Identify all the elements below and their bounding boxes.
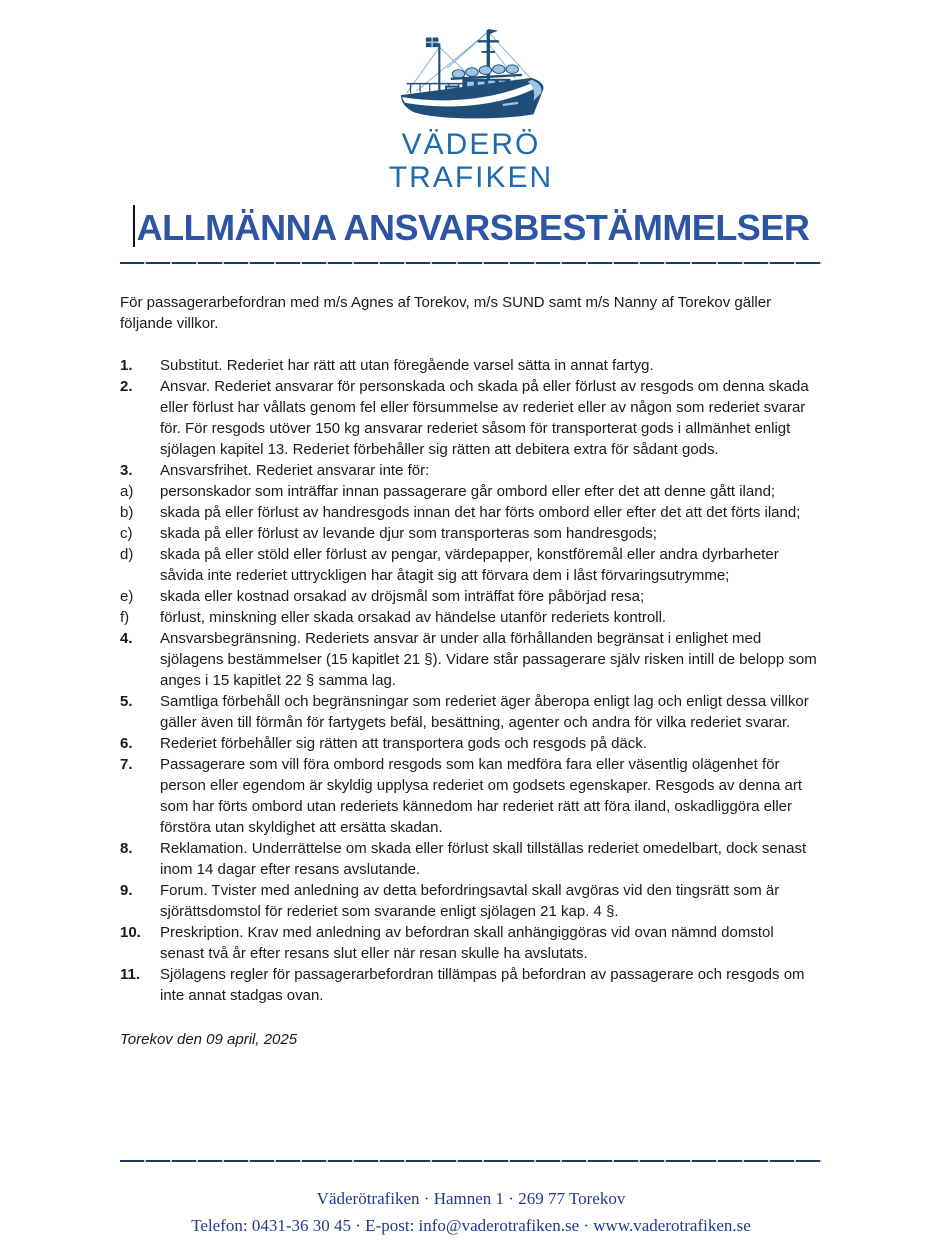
date-line: Torekov den 09 april, 2025 [120,1031,298,1048]
term-text: Preskription. Krav med anledning av befordran skall anhängiggöras vid ovan nämnd domstol senast två år efter resans slut eller när resan skulle ha avslutats. [160,924,774,962]
terms-list [120,355,822,1006]
term-item-5 [120,691,822,733]
term-marker: 2. [120,378,133,395]
term-marker: 7. [120,756,133,773]
term-marker: 5. [120,693,133,710]
footer-website-link[interactable]: www.vaderotrafiken.se [593,1216,751,1235]
term-marker: 11. [120,966,141,983]
term-marker: 3. [120,462,133,479]
term-item-3 [120,460,822,481]
term-item-6 [120,733,822,754]
term-marker: 9. [120,882,133,899]
term-item-c [120,523,822,544]
term-text: förlust, minskning eller skada orsakad av händelse utanför rederiets kontroll. [160,609,667,626]
term-text: skada eller kostnad orsakad av dröjsmål som inträffat före påbörjad resa; [160,588,645,605]
term-text: Reklamation. Underrättelse om skada eller förlust skall tillställas rederiet omedelbart, dock senast inom 14 dagar efter resans avslutande. [160,840,807,878]
term-marker: 8. [120,840,133,857]
title-divider-rule [120,261,822,264]
term-marker: e) [120,588,134,605]
footer-address-text: Väderötrafiken · Hamnen 1 · 269 77 Torekov [316,1189,626,1208]
page-title [120,205,822,251]
term-item-11 [120,964,822,1006]
page-footer [0,1149,942,1260]
term-item-4 [120,628,822,691]
logo-wordmark-line2: TRAFIKEN [388,161,554,194]
intro-paragraph: För passagerarbefordran med m/s Agnes af Torekov, m/s SUND samt m/s Nanny af Torekov gäller följande villkor. [120,294,772,332]
footer-contact-separator: · [579,1216,594,1235]
logo-wordmark-line1: VÄDERÖ [401,128,541,161]
term-text: Ansvar. Rederiet ansvarar för personskada och skada på eller förlust av resgods om denna skada eller förlust har vållats genom fel eller försummelse av rederiet eller av någon som rederiet svarar för. För resgods utöver 150 kg ansvarar rederiet såsom för transporterat gods i allmänhet enligt sjölagen kapitel 13. Rederiet förbehåller sig rätten att debitera extra för sådant gods. [160,378,809,458]
term-text: Forum. Tvister med anledning av detta befordringsavtal skall avgöras vid den tingsrätt som är sjörättsdomstol för rederiet som svarande enligt sjölagen 21 kap. 4 §. [160,882,780,920]
term-text: skada på eller stöld eller förlust av pengar, värdepapper, konstföremål eller andra dyrbarheter såvida inte rederiet uttryckligen har åtagit sig att förvara dem i låst förvaringsutrymme; [160,546,779,584]
term-text: Samtliga förbehåll och begränsningar som rederiet äger åberopa enligt lag och enligt dessa villkor gäller även till förmån för fartygets befäl, besättning, agenter och andra för vilka rederiet svarar. [160,693,809,731]
term-item-10 [120,922,822,964]
term-text: Sjölagens regler för passagerarbefordran tillämpas på befordran av passagerare och resgods om inte annat stadgas ovan. [160,966,805,1004]
document-page [120,0,822,1065]
term-text: personskador som inträffar innan passagerare går ombord eller efter det att denne gått iland; [160,483,776,500]
term-marker: 4. [120,630,133,647]
term-text: Rederiet förbehåller sig rätten att transportera gods och resgods på däck. [160,735,647,752]
term-marker: b) [120,504,134,521]
term-text: Passagerare som vill föra ombord resgods som kan medföra fara eller väsentlig olägenhet för person eller egendom är skyldig upplysa rederiet om godsets egenskaper. Resgods av denna art som har förts ombord utan rederiets kännedom har rederiet rätt att föra iland, oskadliggöra eller förstöra utan skyldighet att ersätta skadan. [160,756,803,836]
term-item-1 [120,355,822,376]
term-item-a [120,481,822,502]
term-marker: 1. [120,357,133,374]
term-item-d [120,544,822,586]
term-item-7 [120,754,822,838]
footer-phone-text: Telefon: 0431-36 30 45 · E-post: [191,1216,419,1235]
company-logo [120,26,822,193]
term-item-8 [120,838,822,880]
term-text: Ansvarsbegränsning. Rederiets ansvar är under alla förhållanden begränsat i enlighet med sjölagens bestämmelser (15 kapitlet 21 §). Vidare står passagerare själv risken intill de belopp som anges i 15 kapitlet 22 § samma lag. [160,630,817,689]
term-text: Substitut. Rederiet har rätt att utan föregående varsel sätta in annat fartyg. [160,357,654,374]
page-title-text: ALLMÄNNA ANSVARSBESTÄMMELSER [136,207,810,248]
term-marker: c) [120,525,133,542]
term-text: skada på eller förlust av levande djur som transporteras som handresgods; [160,525,657,542]
footer-address-line [0,1188,942,1209]
boat-logo-icon [387,26,555,122]
term-marker: a) [120,483,134,500]
term-item-e [120,586,822,607]
text-caret [133,205,135,247]
term-item-f [120,607,822,628]
term-item-2 [120,376,822,460]
footer-email-link[interactable]: info@vaderotrafiken.se [418,1216,580,1235]
term-marker: d) [120,546,134,563]
footer-divider-rule [120,1159,822,1162]
term-marker: f) [120,609,130,626]
term-item-9 [120,880,822,922]
term-text: skada på eller förlust av handresgods innan det har förts ombord eller efter det att det förts iland; [160,504,801,521]
term-text: Ansvarsfrihet. Rederiet ansvarar inte för: [160,462,430,479]
term-marker: 10. [120,924,141,941]
term-item-b [120,502,822,523]
term-marker: 6. [120,735,133,752]
footer-contact-line [0,1215,942,1236]
